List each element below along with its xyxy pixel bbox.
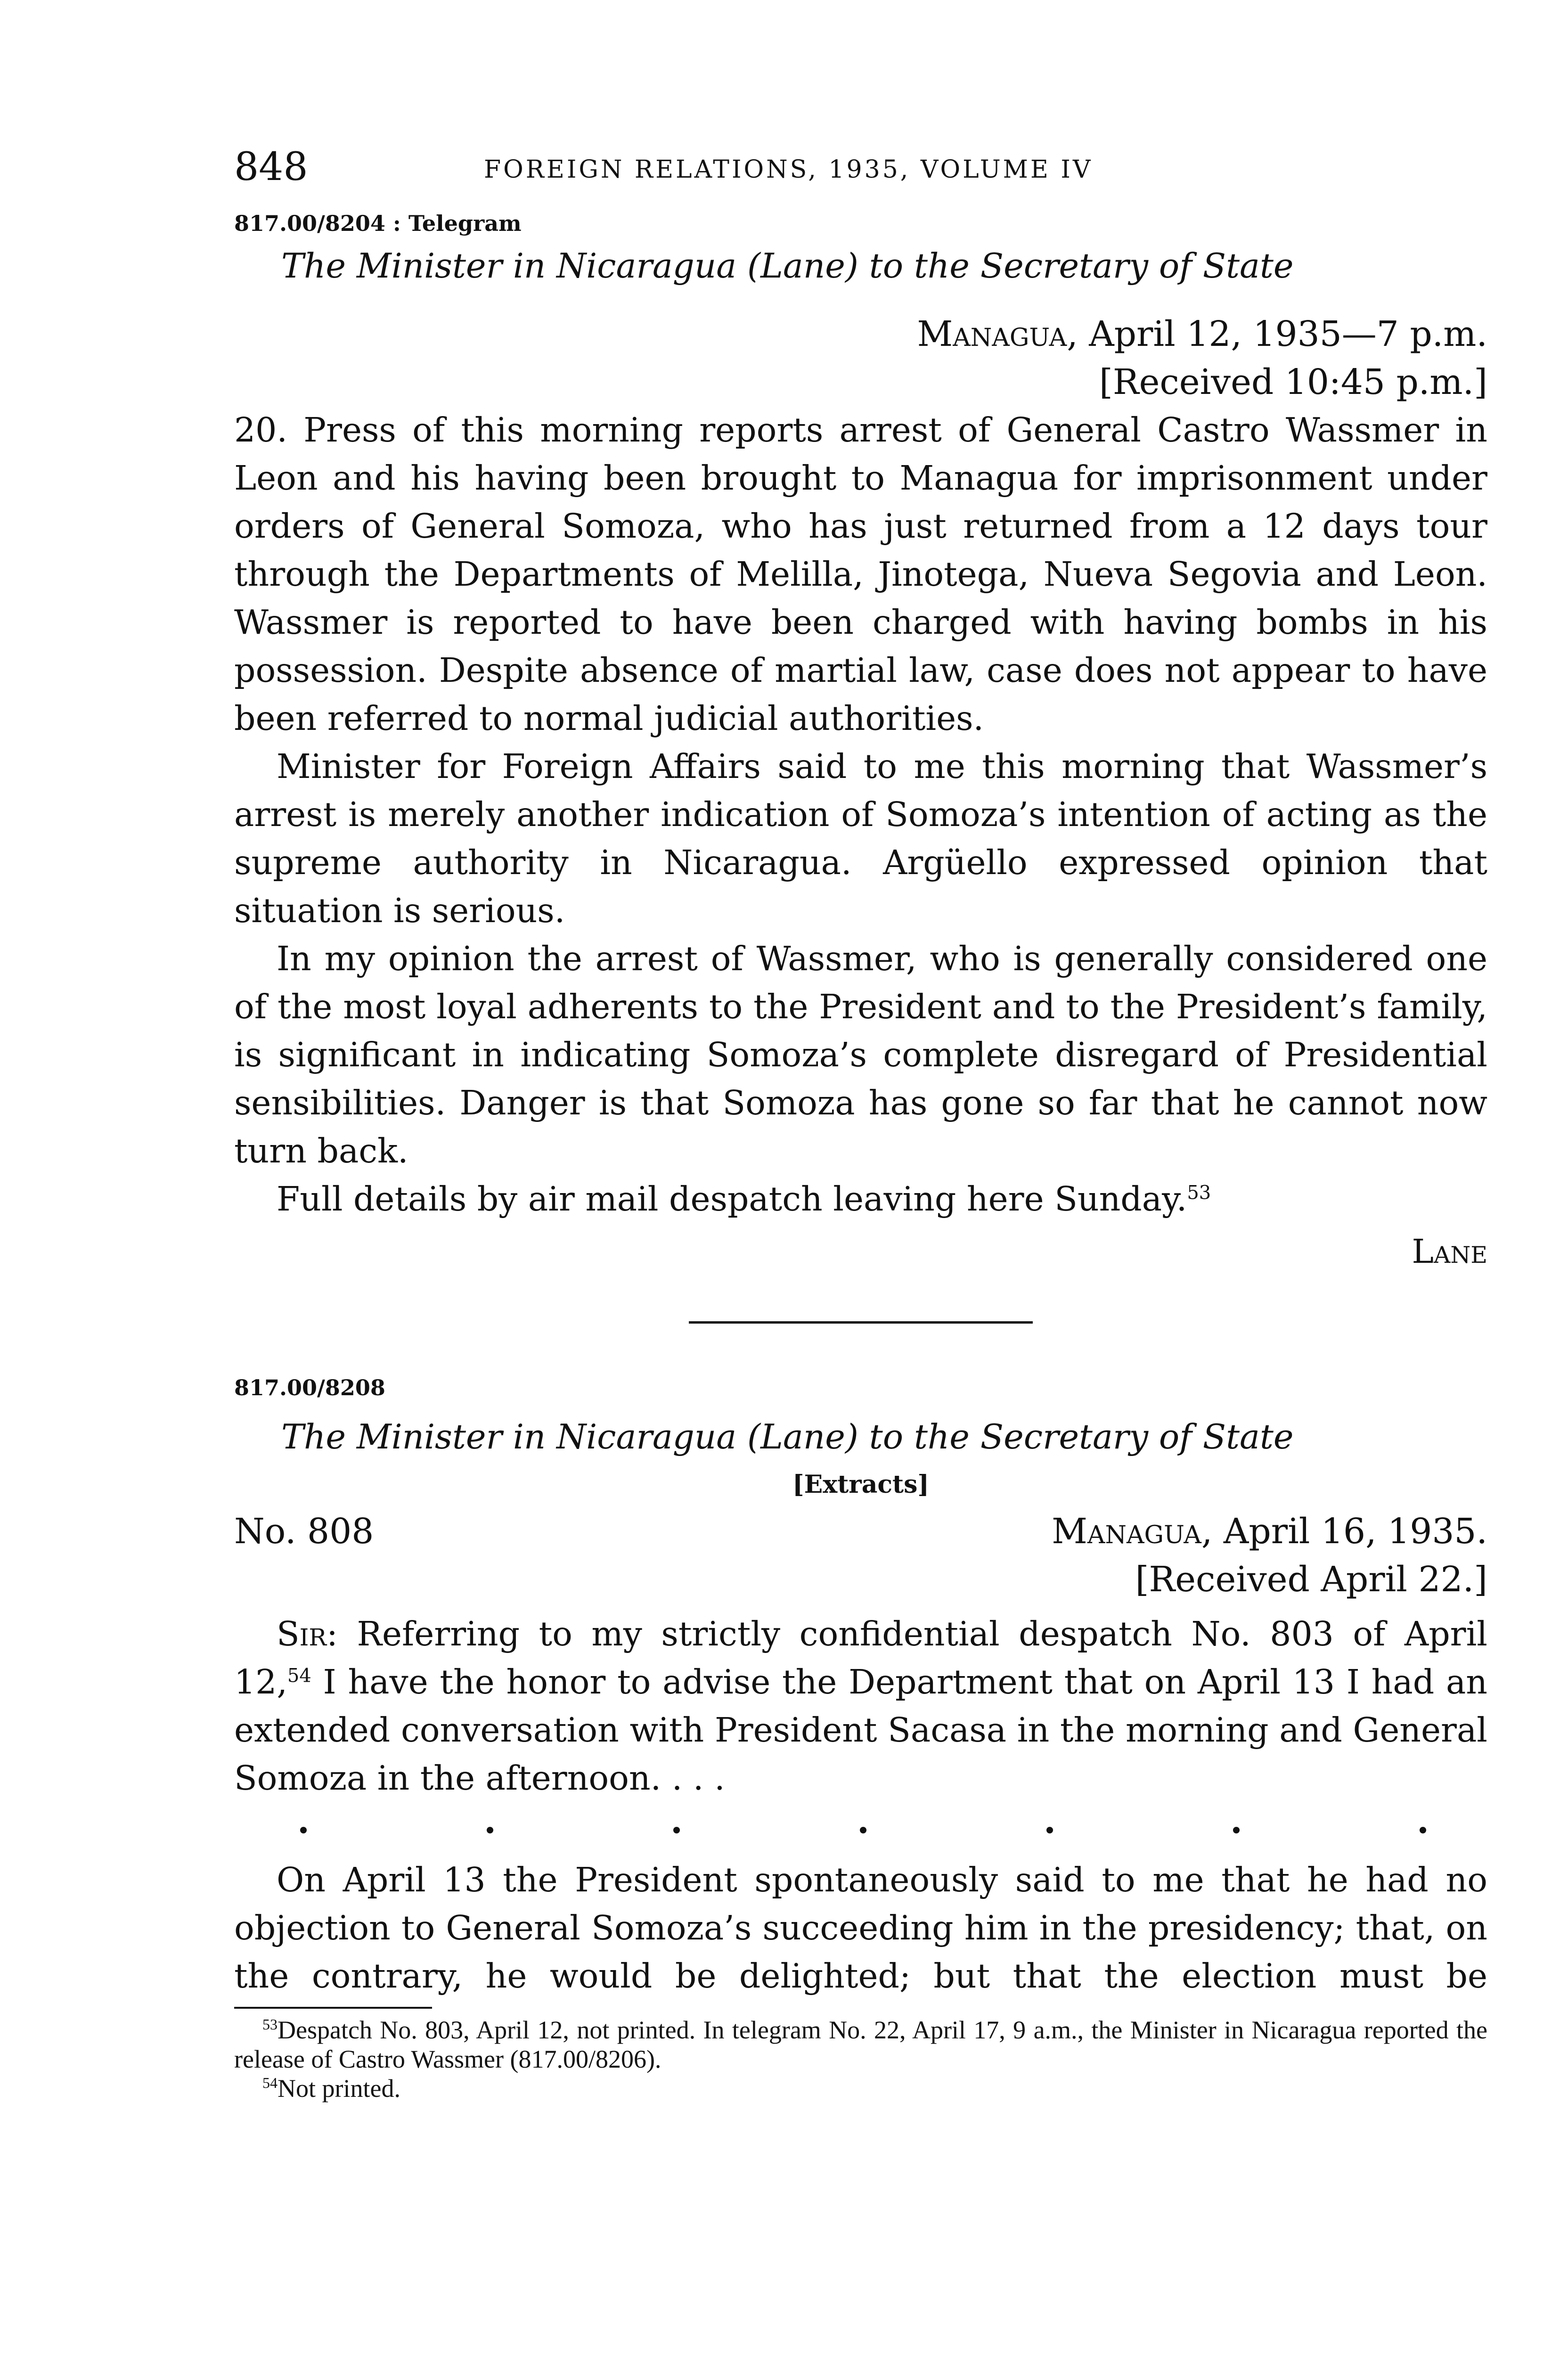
document-number-row: [234, 1507, 1487, 1555]
paragraph: In my opinion the arrest of Wassmer, who is generally considered one of the most loyal adherents to the President and to the President’s family, is significant in indicating Somoza’s complete disregard of Presidential sensibilities. Danger is that Somoza has gone so far that he cannot now turn back.: [234, 939, 1487, 1170]
footnote-ref[interactable]: 54: [287, 1665, 311, 1687]
journal-title: FOREIGN RELATIONS, 1935, VOLUME IV: [484, 155, 1093, 184]
dot: [1420, 1827, 1426, 1833]
document-heading: The Minister in Nicaragua (Lane) to the Secretary of State: [281, 1417, 1294, 1456]
received-line: [Received 10:45 p.m.]: [1099, 362, 1487, 402]
place-date-line: [1052, 1507, 1487, 1555]
received-line: [Received April 22.]: [1135, 1559, 1487, 1600]
footnote-mark: 54: [262, 2074, 278, 2091]
paragraph: On April 13 the President spontaneously said to me that he had no objection to General Somoza’s succeeding him in the presidency; that, on the contrary, he would be delighted; but that the election must be: [234, 1860, 1487, 1996]
footnote-text: Despatch No. 803, April 12, not printed. In telegram No. 22, April 17, 9 a.m., the Minister in Nicaragua reported the release of Castro Wassmer (817.00/8206).: [234, 2016, 1487, 2073]
date-text: , April 16, 1935.: [1201, 1511, 1487, 1552]
section-divider: [689, 1321, 1033, 1324]
paragraph-text: : Referring to my strictly confidential despatch No. 803 of April 12,: [234, 1614, 1487, 1702]
paragraph: Minister for Foreign Affairs said to me this morning that Wassmer’s arrest is merely another indication of Somoza’s intention of acting as the supreme authority in Nicaragua. Argüello expressed opinion that situation is serious.: [234, 747, 1487, 930]
dot: [300, 1827, 307, 1833]
salutation: Sir: [277, 1614, 327, 1653]
place-name: Managua: [917, 314, 1067, 354]
dot: [673, 1827, 680, 1833]
footnote-divider: [234, 2007, 432, 2009]
footnote-ref[interactable]: 53: [1187, 1182, 1211, 1204]
place-name: Managua: [1052, 1511, 1201, 1552]
paragraph-text: Full details by air mail despatch leaving here Sunday.: [277, 1179, 1187, 1219]
document-page: [234, 141, 1487, 2103]
file-number: 817.00/8208: [234, 1375, 385, 1400]
running-head: [234, 141, 1487, 203]
footnote: [234, 2074, 1487, 2103]
dot: [1233, 1827, 1240, 1833]
paragraph: [234, 1175, 1487, 1223]
dot: [860, 1827, 866, 1833]
footnote: [234, 2015, 1487, 2074]
dot: [487, 1827, 493, 1833]
paragraph: 20. Press of this morning reports arrest of General Castro Wassmer in Leon and his having been brought to Managua for imprisonment under orders of General Somoza, who has just returned from a 12 days tour through the Departments of Melilla, Jinotega, Nueva Segovia and Leon. Wassmer is reported to have been charged with having bombs in his possession. Despite absence of martial law, case does not appear to have been referred to normal judicial authorities.: [234, 410, 1487, 738]
document-heading: The Minister in Nicaragua (Lane) to the Secretary of State: [281, 246, 1294, 286]
footnote-mark: 53: [262, 2016, 278, 2033]
file-number: 817.00/8204 : Telegram: [234, 211, 522, 236]
footnote-text: Not printed.: [278, 2074, 400, 2102]
paragraph: [234, 1610, 1487, 1802]
omission-dots: [234, 1805, 1487, 1856]
place-date-line: [234, 310, 1487, 358]
signature: Lane: [1412, 1232, 1487, 1271]
dot: [1046, 1827, 1053, 1833]
extracts-label: [Extracts]: [792, 1470, 929, 1499]
document-number: No. 808: [234, 1511, 374, 1552]
page-number: 848: [234, 145, 308, 189]
paragraph-text: I have the honor to advise the Department that on April 13 I had an extended conversation with President Sacasa in the morning and General Somoza in the afternoon. . . .: [234, 1662, 1487, 1798]
date-text: , April 12, 1935—7 p.m.: [1067, 314, 1487, 354]
